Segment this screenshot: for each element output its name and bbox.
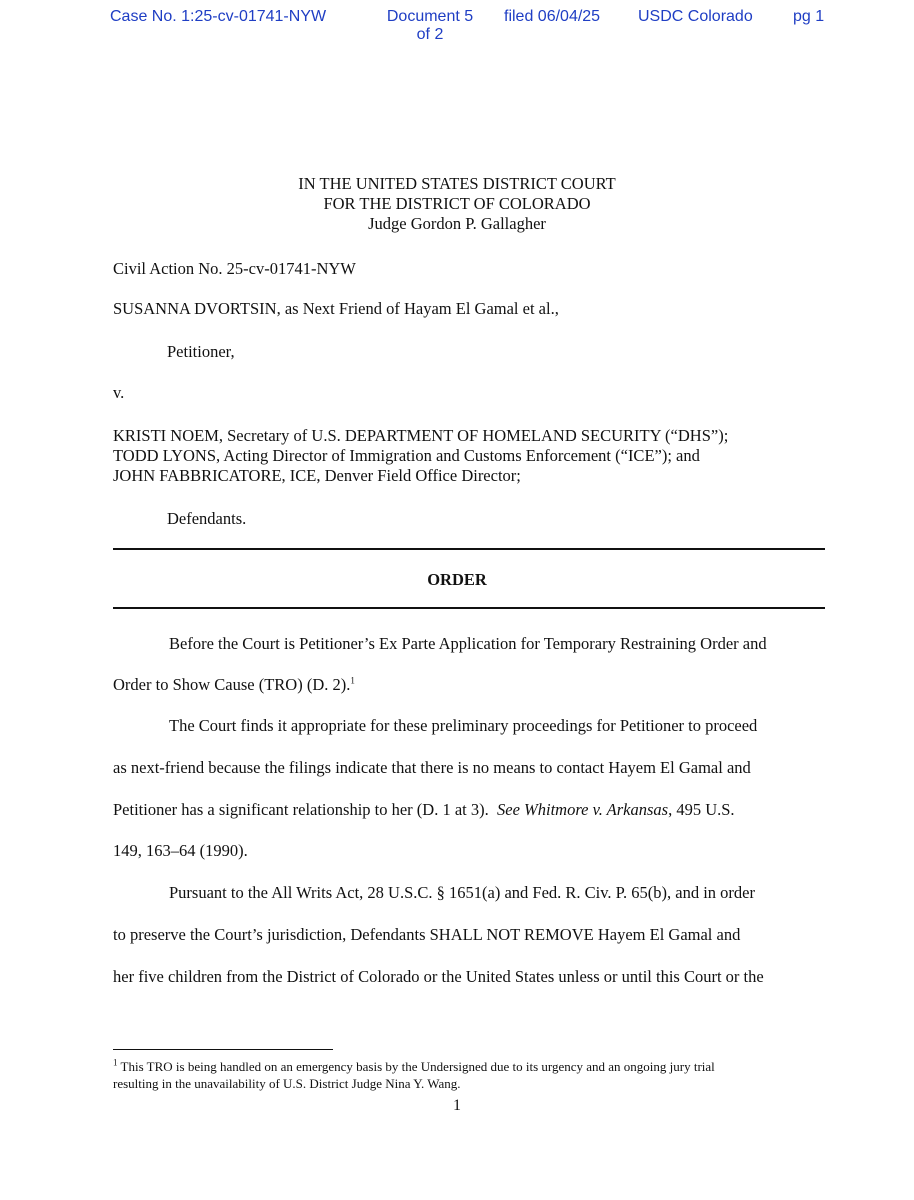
paragraph-3-line-3: her five children from the District of Colorado or the United States unless or until this Court or the <box>113 967 764 986</box>
footnote-line-1 <box>113 1059 715 1075</box>
paragraph-1-line-2 <box>113 675 355 695</box>
paragraph-2-line-2: as next-friend because the filings indicate that there is no means to contact Hayem El Gamal and <box>113 758 751 777</box>
footnote-separator <box>113 1049 333 1050</box>
civil-action-number: Civil Action No. 25-cv-01741-NYW <box>113 259 356 278</box>
defendants-label: Defendants. <box>167 509 247 528</box>
header-document-line2: of 2 <box>416 26 444 43</box>
title-rule-top <box>113 548 825 550</box>
paragraph-2-line-4: 149, 163–64 (1990). <box>113 841 248 860</box>
case-citation: See Whitmore v. Arkansas <box>497 800 669 819</box>
petitioner-name: SUSANNA DVORTSIN, as Next Friend of Hayam El Gamal et al., <box>113 299 559 318</box>
header-filed-date: filed 06/04/25 <box>504 8 601 25</box>
paragraph-2-line-1: The Court finds it appropriate for these preliminary proceedings for Petitioner to proceed <box>169 716 758 735</box>
paragraph-3-line-2: to preserve the Court’s jurisdiction, Defendants SHALL NOT REMOVE Hayem El Gamal and <box>113 925 741 944</box>
defendants-line1: KRISTI NOEM, Secretary of U.S. DEPARTMENT OF HOMELAND SECURITY (“DHS”); <box>113 426 729 445</box>
footnote-line-1-text: This TRO is being handled on an emergency basis by the Undersigned due to its urgency and an ongoing jury trial <box>120 1059 715 1074</box>
header-case-number: Case No. 1:25-cv-01741-NYW <box>110 8 327 25</box>
versus: v. <box>113 383 125 402</box>
court-name-line2: FOR THE DISTRICT OF COLORADO <box>323 194 591 213</box>
header-page: pg 1 <box>793 8 825 25</box>
judge-name: Judge Gordon P. Gallagher <box>368 214 546 233</box>
paragraph-2-line-3-text: Petitioner has a significant relationship to her (D. 1 at 3). <box>113 800 489 819</box>
paragraph-2-line-3-reporter: , 495 U.S. <box>668 800 735 819</box>
paragraph-2-line-3 <box>113 800 735 820</box>
defendants-line2: TODD LYONS, Acting Director of Immigration and Customs Enforcement (“ICE”); and <box>113 446 700 465</box>
paragraph-1-line-1: Before the Court is Petitioner’s Ex Parte Application for Temporary Restraining Order and <box>169 634 767 653</box>
page-number: 1 <box>453 1097 461 1114</box>
header-court: USDC Colorado <box>638 8 753 25</box>
footnote-line-2: resulting in the unavailability of U.S. District Judge Nina Y. Wang. <box>113 1076 461 1091</box>
title-rule-bottom <box>113 607 825 609</box>
order-title: ORDER <box>427 570 487 589</box>
footnote-reference: 1 <box>350 675 355 686</box>
petitioner-label: Petitioner, <box>167 342 235 361</box>
defendants-line3: JOHN FABBRICATORE, ICE, Denver Field Office Director; <box>113 466 521 485</box>
court-name-line1: IN THE UNITED STATES DISTRICT COURT <box>298 174 616 193</box>
paragraph-1-line-2-text: Order to Show Cause (TRO) (D. 2). <box>113 675 351 694</box>
header-document-number <box>380 8 480 44</box>
footnote-marker: 1 <box>113 1057 118 1068</box>
paragraph-3-line-1: Pursuant to the All Writs Act, 28 U.S.C. § 1651(a) and Fed. R. Civ. P. 65(b), and in order <box>169 883 755 902</box>
header-document-line1: Document 5 <box>386 8 474 25</box>
